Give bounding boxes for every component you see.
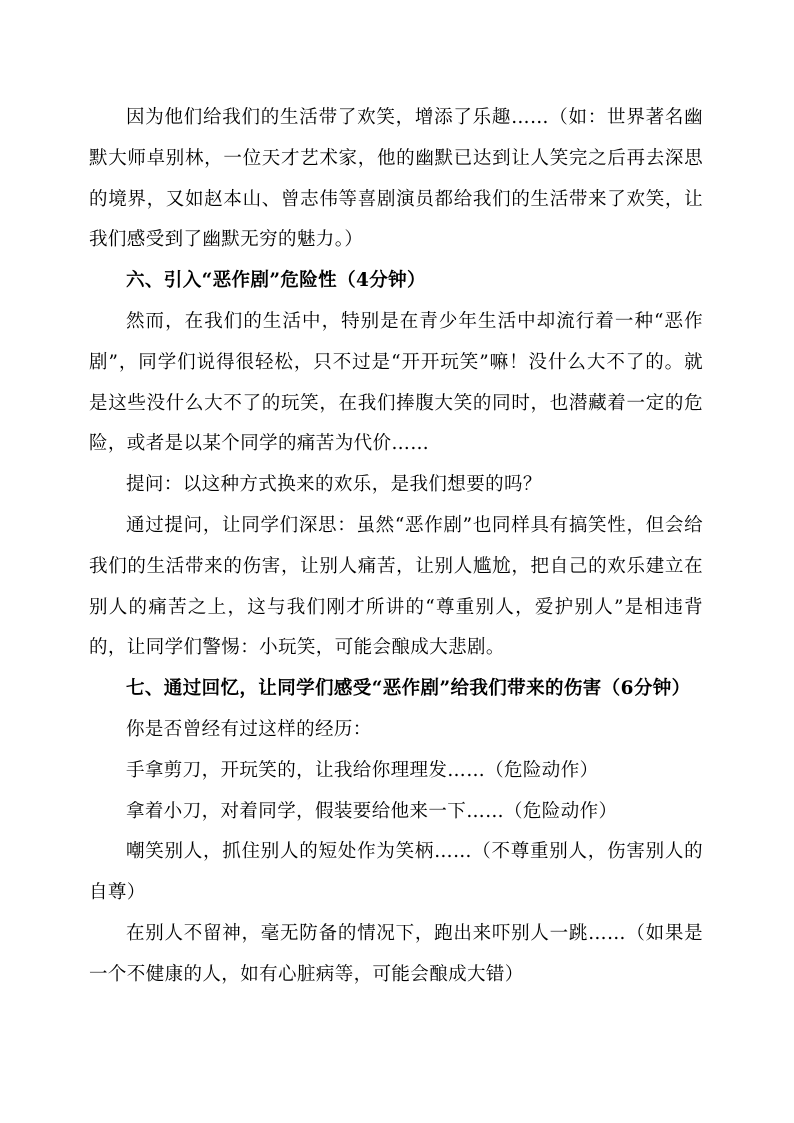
paragraph-experience-prompt: 你是否曾经有过这样的经历：	[126, 718, 372, 740]
document-body	[89, 98, 703, 996]
paragraph-question: 提问：以这种方式换来的欢乐，是我们想要的吗？	[126, 474, 542, 496]
section-heading-6: 六、引入“恶作剧”危险性（4分钟）	[126, 270, 426, 292]
list-item-mocking: 嘲笑别人，抓住别人的短处作为笑柄……（不尊重别人，伤害别人的自尊）	[89, 841, 703, 904]
paragraph-reflection: 通过提问，让同学们深思：虽然“恶作剧”也同样具有搞笑性，但会给我们的生活带来的伤害，让别人痛苦，让别人尴尬，把自己的欢乐建立在别人的痛苦之上，这与我们刚才所讲的“尊重别人，爱护别人”是相违背的，让同学们警惕：小玩笑，可能会酿成大悲剧。	[89, 514, 703, 659]
section-heading-7: 七、通过回忆，让同学们感受“恶作剧”给我们带来的伤害（6分钟）	[126, 678, 691, 700]
list-item-knife: 拿着小刀，对着同学，假装要给他来一下……（危险动作）	[126, 800, 618, 822]
paragraph-prank-popularity: 然而，在我们的生活中，特别是在青少年生活中却流行着一种“恶作剧”，同学们说得很轻松，只不过是“开开玩笑”嘛！没什么大不了的。就是这些没什么大不了的玩笑，在我们捧腹大笑的同时，也潜藏着一定的危险，或者是以某个同学的痛苦为代价……	[89, 310, 703, 455]
list-item-scaring: 在别人不留神，毫无防备的情况下，跑出来吓别人一跳……（如果是一个不健康的人，如有心脏病等，可能会酿成大错）	[89, 922, 703, 985]
list-item-scissors: 手拿剪刀，开玩笑的，让我给你理理发……（危险动作）	[126, 759, 599, 781]
paragraph-intro-laughter: 因为他们给我们的生活带了欢笑，增添了乐趣……（如：世界著名幽默大师卓别林，一位天才艺术家，他的幽默已达到让人笑完之后再去深思的境界，又如赵本山、曾志伟等喜剧演员都给我们的生活带来了欢笑，让我们感受到了幽默无穷的魅力。）	[89, 107, 703, 251]
